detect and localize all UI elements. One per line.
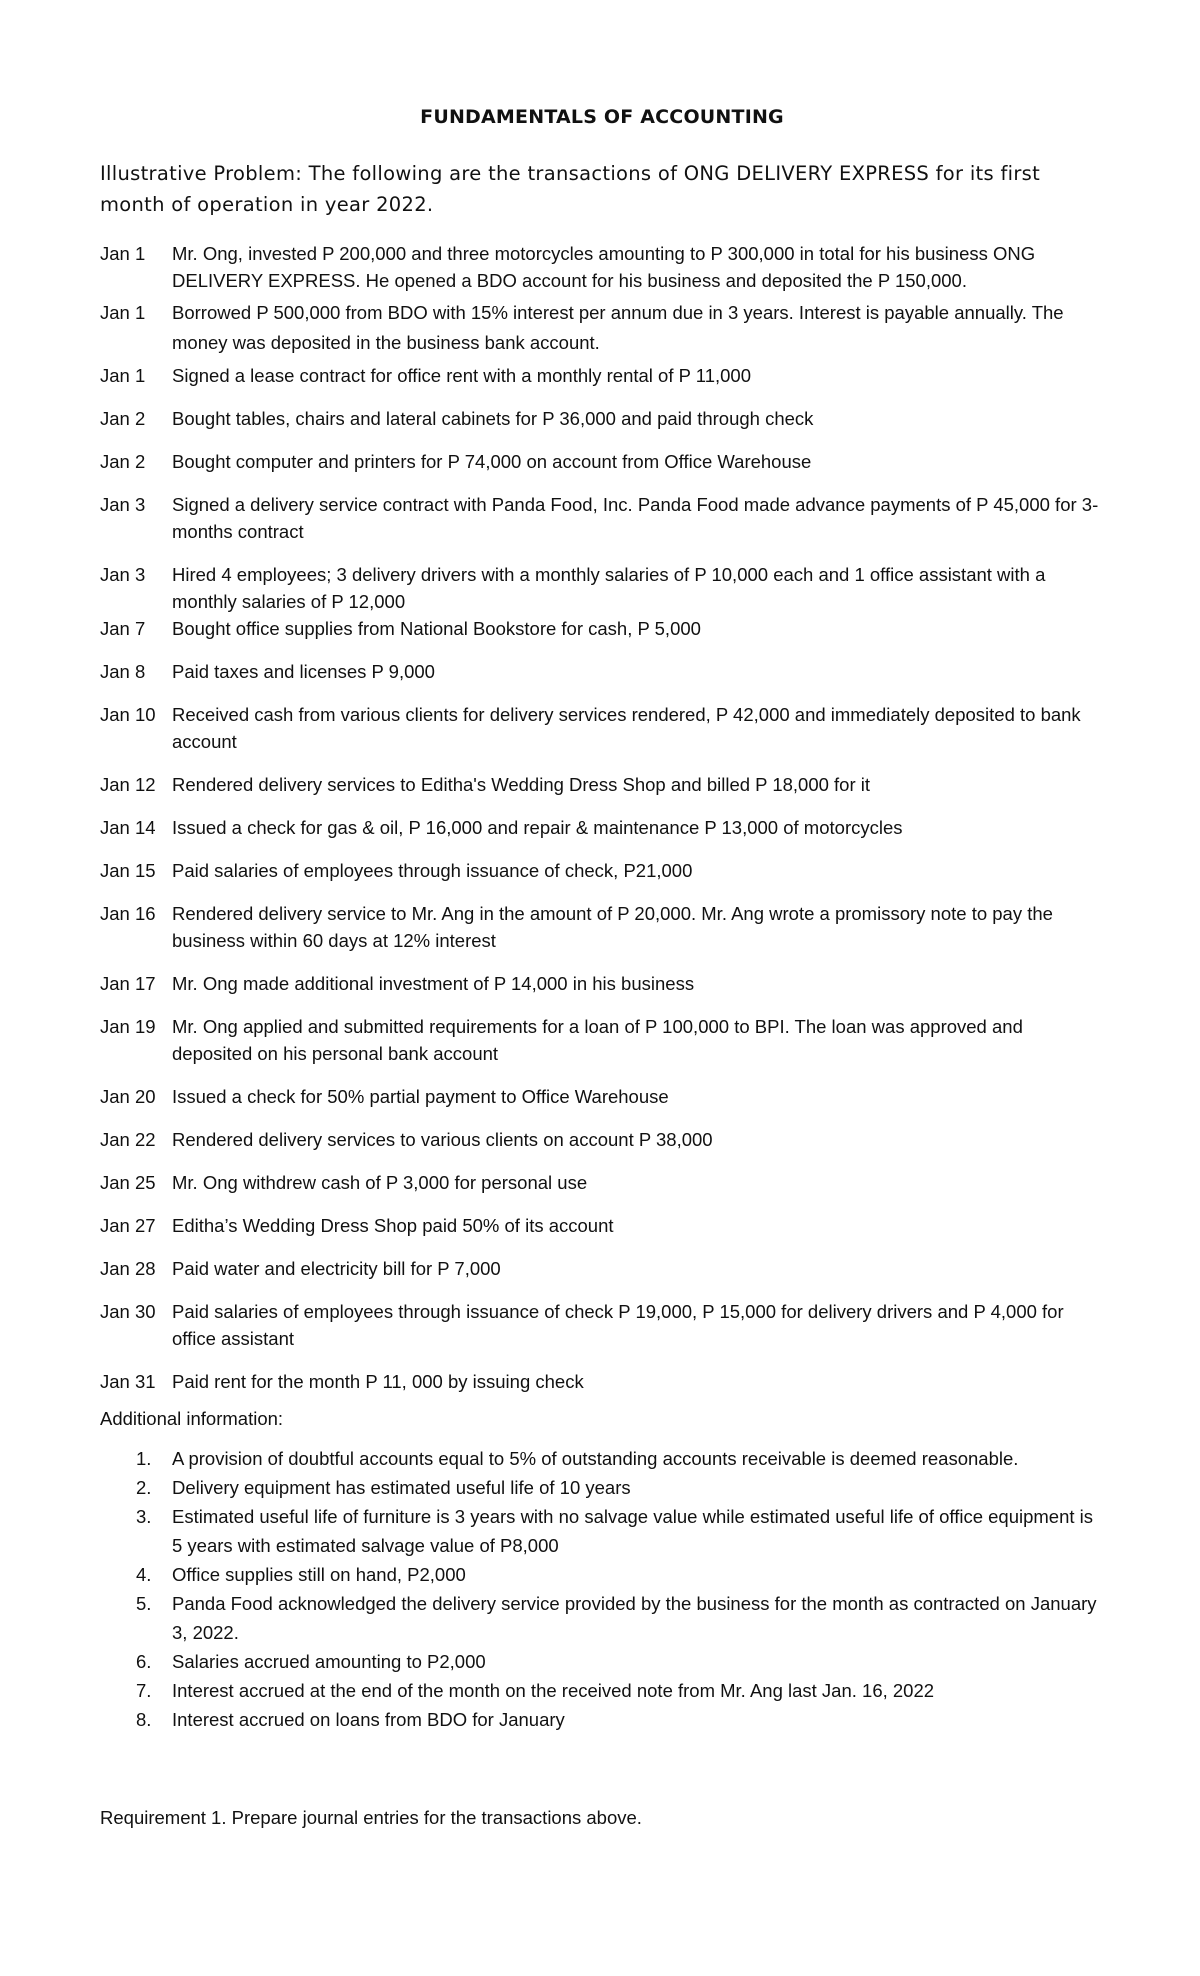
list-item bbox=[100, 1502, 1104, 1560]
transaction-date: Jan 1 bbox=[100, 365, 146, 386]
requirement-text: Requirement 1. Prepare journal entries for the transactions above. bbox=[100, 1807, 642, 1828]
list-item bbox=[100, 1647, 1104, 1676]
transaction-date: Jan 2 bbox=[100, 451, 146, 472]
transaction-description: Signed a delivery service contract with Panda Food, Inc. Panda Food made advance payments of P 45,000 for 3-months contract bbox=[172, 494, 1099, 542]
transaction-description: Editha’s Wedding Dress Shop paid 50% of its account bbox=[172, 1215, 614, 1236]
list-item-number: 1. bbox=[136, 1448, 152, 1469]
list-item-text: Delivery equipment has estimated useful life of 10 years bbox=[172, 1477, 631, 1498]
transaction-description: Issued a check for gas & oil, P 16,000 and repair & maintenance P 13,000 of motorcycles bbox=[172, 817, 903, 838]
transaction-description: Mr. Ong withdrew cash of P 3,000 for personal use bbox=[172, 1172, 588, 1193]
list-item bbox=[100, 1676, 1104, 1705]
transaction-description: Paid salaries of employees through issuance of check P 19,000, P 15,000 for delivery drivers and P 4,000 for office assistant bbox=[172, 1301, 1064, 1349]
transaction-row bbox=[100, 448, 1104, 475]
transaction-date: Jan 7 bbox=[100, 618, 146, 639]
list-item-number: 7. bbox=[136, 1680, 152, 1701]
transaction-row bbox=[100, 1368, 1104, 1395]
list-item-text: Office supplies still on hand, P2,000 bbox=[172, 1564, 466, 1585]
transaction-row bbox=[100, 1212, 1104, 1239]
transaction-row bbox=[100, 814, 1104, 841]
additional-info-heading: Additional information: bbox=[100, 1408, 284, 1429]
list-item-number: 3. bbox=[136, 1506, 152, 1527]
transaction-date: Jan 1 bbox=[100, 243, 146, 264]
transaction-row bbox=[100, 701, 1104, 755]
transaction-date: Jan 16 bbox=[100, 903, 156, 924]
document-title: FUNDAMENTALS OF ACCOUNTING bbox=[420, 106, 784, 128]
list-item-number: 6. bbox=[136, 1651, 152, 1672]
list-item-text: Interest accrued on loans from BDO for January bbox=[172, 1709, 565, 1730]
transaction-date: Jan 25 bbox=[100, 1172, 156, 1193]
list-item-text: Interest accrued at the end of the month on the received note from Mr. Ang last Jan. 16, 2022 bbox=[172, 1680, 935, 1701]
transaction-row bbox=[100, 1013, 1104, 1067]
transaction-date: Jan 19 bbox=[100, 1016, 156, 1037]
transaction-description: Paid water and electricity bill for P 7,000 bbox=[172, 1258, 501, 1279]
list-item-text: Estimated useful life of furniture is 3 years with no salvage value while estimated useful life of office equipment is 5 years with estimated salvage value of P8,000 bbox=[172, 1506, 1094, 1556]
transaction-description: Mr. Ong made additional investment of P 14,000 in his business bbox=[172, 973, 695, 994]
transaction-row bbox=[100, 857, 1104, 884]
transaction-description: Received cash from various clients for delivery services rendered, P 42,000 and immediately deposited to bank account bbox=[172, 704, 1081, 752]
transaction-date: Jan 27 bbox=[100, 1215, 156, 1236]
transaction-row bbox=[100, 1126, 1104, 1153]
transaction-description: Bought office supplies from National Bookstore for cash, P 5,000 bbox=[172, 618, 701, 639]
transaction-row bbox=[100, 1083, 1104, 1110]
transaction-date: Jan 1 bbox=[100, 302, 146, 323]
transaction-date: Jan 30 bbox=[100, 1301, 156, 1322]
transaction-description: Bought tables, chairs and lateral cabinets for P 36,000 and paid through check bbox=[172, 408, 814, 429]
transaction-description: Mr. Ong applied and submitted requirements for a loan of P 100,000 to BPI. The loan was approved and deposited on his personal bank account bbox=[172, 1016, 1023, 1064]
transaction-date: Jan 8 bbox=[100, 661, 146, 682]
transaction-date: Jan 3 bbox=[100, 564, 146, 585]
transaction-date: Jan 20 bbox=[100, 1086, 156, 1107]
transaction-description: Rendered delivery services to various clients on account P 38,000 bbox=[172, 1129, 713, 1150]
transaction-row bbox=[100, 561, 1104, 615]
additional-info-list bbox=[100, 1444, 1104, 1734]
list-item-text: Salaries accrued amounting to P2,000 bbox=[172, 1651, 486, 1672]
transaction-date: Jan 3 bbox=[100, 494, 146, 515]
transaction-row bbox=[100, 240, 1104, 294]
list-item bbox=[100, 1473, 1104, 1502]
transaction-date: Jan 28 bbox=[100, 1258, 156, 1279]
transaction-row bbox=[100, 1298, 1104, 1352]
list-item bbox=[100, 1444, 1104, 1473]
transaction-row bbox=[100, 900, 1104, 954]
list-item bbox=[100, 1560, 1104, 1589]
transaction-date: Jan 22 bbox=[100, 1129, 156, 1150]
transaction-row bbox=[100, 658, 1104, 685]
list-item-number: 2. bbox=[136, 1477, 152, 1498]
transaction-row bbox=[100, 1255, 1104, 1282]
transaction-date: Jan 10 bbox=[100, 704, 156, 725]
list-item-number: 8. bbox=[136, 1709, 152, 1730]
transaction-description: Rendered delivery services to Editha's Wedding Dress Shop and billed P 18,000 for it bbox=[172, 774, 871, 795]
transaction-date: Jan 31 bbox=[100, 1371, 156, 1392]
list-item bbox=[100, 1705, 1104, 1734]
transaction-row bbox=[100, 298, 1104, 358]
transaction-row bbox=[100, 771, 1104, 798]
transaction-description: Hired 4 employees; 3 delivery drivers with a monthly salaries of P 10,000 each and 1 office assistant with a monthly salaries of P 12,000 bbox=[172, 564, 1046, 612]
transaction-description: Bought computer and printers for P 74,000 on account from Office Warehouse bbox=[172, 451, 812, 472]
transaction-date: Jan 12 bbox=[100, 774, 156, 795]
transaction-description: Signed a lease contract for office rent with a monthly rental of P 11,000 bbox=[172, 365, 751, 386]
transaction-date: Jan 15 bbox=[100, 860, 156, 881]
transaction-list bbox=[100, 240, 1104, 1395]
transaction-row bbox=[100, 970, 1104, 997]
transaction-date: Jan 2 bbox=[100, 408, 146, 429]
transaction-description: Mr. Ong, invested P 200,000 and three motorcycles amounting to P 300,000 in total for his business ONG DELIVERY EXPRESS. He opened a BDO account for his business and deposited the P 150,000. bbox=[172, 243, 1036, 291]
transaction-row bbox=[100, 1169, 1104, 1196]
transaction-date: Jan 17 bbox=[100, 973, 156, 994]
transaction-row bbox=[100, 362, 1104, 389]
list-item-text: A provision of doubtful accounts equal to 5% of outstanding accounts receivable is deemed reasonable. bbox=[172, 1448, 1019, 1469]
transaction-description: Borrowed P 500,000 from BDO with 15% interest per annum due in 3 years. Interest is payable annually. The money was deposited in the business bank account. bbox=[172, 302, 1064, 353]
transaction-row bbox=[100, 615, 1104, 642]
transaction-description: Paid rent for the month P 11, 000 by issuing check bbox=[172, 1371, 584, 1392]
transaction-description: Paid salaries of employees through issuance of check, P21,000 bbox=[172, 860, 693, 881]
transaction-description: Issued a check for 50% partial payment to Office Warehouse bbox=[172, 1086, 669, 1107]
transaction-row bbox=[100, 405, 1104, 432]
transaction-date: Jan 14 bbox=[100, 817, 156, 838]
list-item-number: 4. bbox=[136, 1564, 152, 1585]
transaction-description: Rendered delivery service to Mr. Ang in the amount of P 20,000. Mr. Ang wrote a promissory note to pay the business within 60 days at 12% interest bbox=[172, 903, 1053, 951]
list-item-number: 5. bbox=[136, 1593, 152, 1614]
list-item bbox=[100, 1589, 1104, 1647]
list-item-text: Panda Food acknowledged the delivery service provided by the business for the month as contracted on January 3, 2022. bbox=[172, 1593, 1097, 1643]
intro-paragraph: Illustrative Problem: The following are the transactions of ONG DELIVERY EXPRESS for its first month of operation in year 2022. bbox=[100, 162, 1041, 216]
transaction-row bbox=[100, 491, 1104, 545]
transaction-description: Paid taxes and licenses P 9,000 bbox=[172, 661, 435, 682]
